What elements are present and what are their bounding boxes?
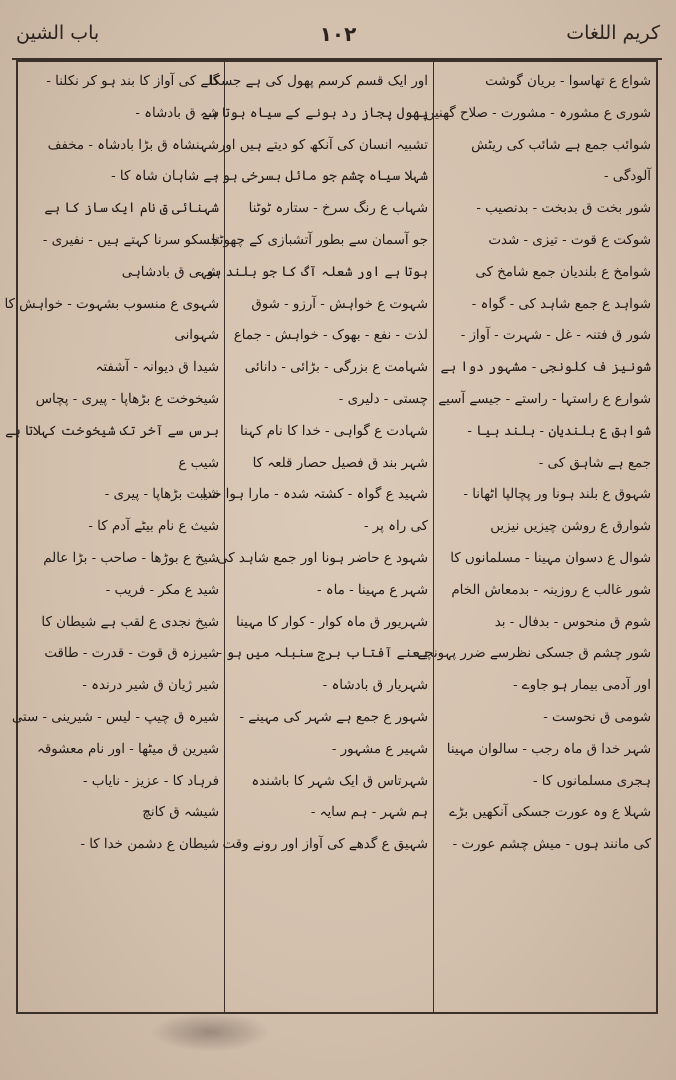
entry-line: شہ ق بادشاہ - bbox=[135, 105, 219, 121]
column-left bbox=[4, 62, 224, 1012]
entry-line: شوال ع دسوان مہینا - مسلمانوں کا bbox=[450, 550, 651, 566]
entry-line: شوکت ع قوت - تیزی - شدت bbox=[488, 232, 651, 248]
page-header bbox=[16, 22, 660, 58]
entry-line: برس سے آخر تک شیخوخت کہلاتا ہے bbox=[5, 423, 219, 439]
entry-line: شہلا سیاہ چشم جو مائل بسرخی ہو - bbox=[213, 169, 428, 185]
entry-line: شیشہ ق کانچ bbox=[142, 805, 219, 821]
entry-line: شیدا ق دیوانہ - آشفتہ bbox=[95, 360, 219, 376]
entry-line: کی مانند ہوں - میش چشم عورت - bbox=[452, 837, 651, 853]
entry-line: پھول پجاز رد ہونے کے سیاہ ہوتا ہے bbox=[202, 105, 428, 121]
entry-line: شونیز ف کلونجی - مشہور دوا ہے bbox=[440, 360, 651, 376]
entry-line: شواہد ع جمع شاہد کی - گواہ - bbox=[471, 296, 651, 312]
entry-line: شہنائی ق نام ایک ساز کا ہے bbox=[44, 201, 219, 217]
entry-line: شید ع مکر - فریب - bbox=[105, 582, 219, 598]
entry-line: ہجری مسلمانوں کا - bbox=[533, 773, 651, 789]
entry-line: اور ایک قسم کرسم پھول کی ہے جسکا bbox=[209, 74, 428, 89]
column-right bbox=[417, 62, 656, 1012]
entry-line: شہنشاہ ق بڑا بادشاہ - مخفف bbox=[47, 137, 219, 153]
entry-line: شیرزہ ق قوت - قدرت - طاقت bbox=[44, 646, 219, 662]
entry-line: شوم ق منحوس - بدفال - بد bbox=[494, 614, 651, 630]
entry-line: شیث ع نام بیٹے آدم کا - bbox=[88, 519, 219, 535]
entry-line: شہریور ق ماہ کوار - کوار کا مہینا bbox=[236, 614, 428, 630]
entry-line: شہوی ع منسوب بشہوت - خواہش کا bbox=[4, 296, 219, 312]
text-frame bbox=[4, 60, 658, 1014]
entry-line: شور ق فتنہ - غل - شہرت - آواز - bbox=[460, 328, 651, 344]
book-title: کریم اللغات bbox=[566, 22, 660, 44]
entry-line: جمع ہے شاہق کی - bbox=[538, 455, 651, 471]
entry-line: جسکو سرنا کہتے ہیں - نفیری - bbox=[42, 232, 219, 248]
entry-line: شیخ نجدی ع لقب ہے شیطان کا bbox=[41, 614, 219, 630]
entry-line: شور چشم ق جسکی نظرسے ضرر پہونچے bbox=[417, 646, 651, 662]
entry-line: ہم شہر - ہم سایہ - bbox=[310, 805, 428, 821]
entry-line: فرہاد کا - عزیز - نایاب - bbox=[83, 773, 219, 789]
entry-line: کی راہ پر - bbox=[364, 519, 428, 535]
entry-line: شہوت ع خواہش - آرزو - شوق bbox=[251, 296, 428, 312]
entry-line: شیرہ ق چیپ - لیس - شیرینی - ستی bbox=[11, 709, 219, 725]
entry-line: شیبت بڑھاپا - پیری - bbox=[104, 487, 219, 503]
entry-line: شور غالب ع روزینہ - بدمعاش الخام bbox=[451, 582, 651, 598]
entry-line: شور بخت ق بدبخت - بدنصیب - bbox=[476, 201, 651, 217]
entry-line: شہرتاس ق ایک شہر کا باشندہ bbox=[251, 773, 428, 789]
entry-line: ہے شاہان شاہ کا - bbox=[111, 169, 219, 185]
entry-line: ہوتا ہے اور شعلہ آگ کا جو بلند ہو - bbox=[196, 264, 428, 280]
entry-line: شیخ ع بوڑھا - صاحب - بڑا عالم bbox=[43, 550, 219, 566]
entry-line: شہیق ع گدھے کی آواز اور رونے وقت bbox=[222, 837, 428, 853]
entry-line: شوامخ ع بلندیان جمع شامخ کی bbox=[475, 264, 651, 280]
entry-line: شوارق ع روشن چیزیں نیزیں bbox=[490, 519, 651, 535]
entry-line: شوارع ع راستہا - راستے - جیسے آسیے bbox=[438, 391, 651, 407]
entry-line: شہوانی bbox=[174, 328, 219, 344]
entry-line: شہر ع مہینا - ماہ - bbox=[316, 582, 428, 598]
entry-line: شواہق ع بلندیان - بلند ہیا - bbox=[467, 423, 651, 439]
entry-line: گلے کی آواز کا بند ہو کر نکلنا - bbox=[46, 74, 219, 89]
entry-line: شہوق ع بلند ہونا ور پچالپا اٹھانا - bbox=[463, 487, 651, 503]
entry-line: شہادت ع گواہی - خدا کا نام کہنا bbox=[240, 423, 428, 439]
entry-line: شہر خدا ق ماہ رجب - سالوان مہینا bbox=[446, 741, 651, 757]
entry-line: شہید ع گواہ - کشتہ شدہ - مارا ہوا خدا bbox=[202, 487, 428, 503]
entry-line: شیب ع bbox=[178, 455, 219, 471]
ink-smudge bbox=[150, 1012, 270, 1052]
entry-line: شہور ع جمع ہے شہر کی مہینے - bbox=[239, 709, 428, 725]
entry-line: شہلا ع وہ عورت جسکی آنکھیں بڑے bbox=[449, 805, 651, 821]
entry-line: شومی ق نحوست - bbox=[543, 709, 651, 725]
entry-line: یعنے آفتاب برج سنبلہ میں ہو - bbox=[217, 646, 428, 662]
entry-line: شیطان ع دشمن خدا کا - bbox=[80, 837, 219, 853]
entry-line: شہیر ع مشہور - bbox=[331, 741, 428, 757]
entry-line: شہامت ع بزرگی - بڑائی - دانائی bbox=[244, 360, 428, 376]
entry-line: شیخوخت ع بڑھاپا - پیری - پچاس bbox=[35, 391, 219, 407]
entry-line: شوری ع مشورہ - مشورت - صلاح گھنیں bbox=[424, 105, 651, 121]
entry-line: آلودگی - bbox=[604, 169, 651, 185]
entry-line: شہود ع حاضر ہونا اور جمع شاہد کی bbox=[217, 550, 428, 566]
entry-line: شہی ق بادشاہی bbox=[121, 264, 219, 280]
entry-line: لذت - نفع - بھوک - خواہش - جماع bbox=[233, 328, 428, 344]
entry-line: شہر بند ق فصیل حصار قلعہ کا bbox=[252, 455, 428, 471]
entry-line: شواع ع تھاسوا - بریان گوشت bbox=[485, 74, 651, 89]
entry-line: شوائب جمع ہے شائب کی ریٹش bbox=[471, 137, 651, 153]
entry-line: شہاب ع رنگ سرخ - ستارہ ٹوٹنا bbox=[248, 201, 428, 217]
entry-line: شیر ژیان ق شیر درندہ - bbox=[82, 678, 219, 694]
entry-line: جو آسمان سے بطور آتشبازی کے چھوٹتا bbox=[211, 232, 428, 248]
entry-line: شیرین ق میٹھا - اور نام معشوقہ bbox=[36, 741, 219, 757]
entry-line: تشبیہ انسان کی آنکھ کو دیتے ہیں اور bbox=[218, 137, 428, 153]
page-number: ۱۰۲ bbox=[319, 22, 357, 46]
entry-line: شہریار ق بادشاہ - bbox=[322, 678, 428, 694]
chapter-title: باب الشین bbox=[16, 22, 100, 44]
entry-line: چستی - دلیری - bbox=[338, 391, 428, 407]
entry-line: اور آدمی بیمار ہو جاوے - bbox=[513, 678, 651, 694]
